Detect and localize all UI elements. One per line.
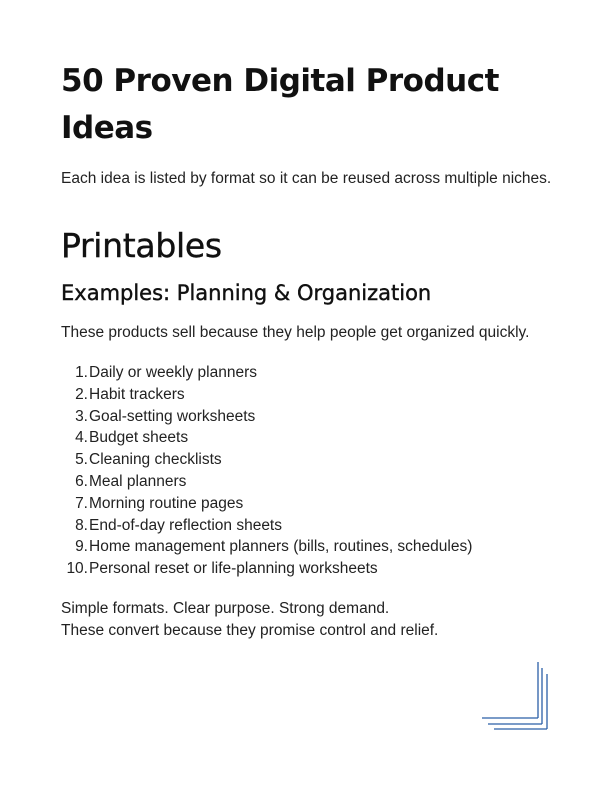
document-page bbox=[61, 58, 561, 642]
list-item bbox=[61, 406, 561, 428]
list-item-text: Morning routine pages bbox=[89, 494, 244, 512]
list-item-number: 3. bbox=[75, 407, 88, 425]
list-item bbox=[61, 515, 561, 537]
closing-line: Simple formats. Clear purpose. Strong demand. bbox=[61, 599, 390, 617]
list-item-number: 1. bbox=[75, 364, 88, 381]
section-subheading: Examples: Planning & Organization bbox=[61, 281, 432, 305]
list-item-text: Budget sheets bbox=[89, 429, 189, 447]
list-item-number: 8. bbox=[75, 516, 88, 534]
closing-line: These convert because they promise control and relief. bbox=[61, 621, 439, 639]
list-item-text: Daily or weekly planners bbox=[89, 364, 257, 381]
intro-paragraph: Each idea is listed by format so it can be reused across multiple niches. bbox=[61, 170, 552, 187]
list-item bbox=[61, 384, 561, 406]
list-item-number: 9. bbox=[75, 538, 88, 556]
list-item-text: Home management planners (bills, routines, schedules) bbox=[89, 538, 473, 556]
list-item-text: Personal reset or life-planning worksheets bbox=[89, 560, 378, 578]
list-item bbox=[61, 558, 561, 580]
section-description: These products sell because they help people get organized quickly. bbox=[61, 324, 530, 341]
list-item-text: Goal-setting worksheets bbox=[89, 407, 256, 425]
list-item-text: End-of-day reflection sheets bbox=[89, 516, 282, 534]
list-item bbox=[61, 471, 561, 493]
list-item-number: 2. bbox=[75, 385, 88, 403]
document-title: 50 Proven Digital Product Ideas bbox=[61, 63, 499, 146]
list-item bbox=[61, 536, 561, 558]
list-item-number: 10. bbox=[66, 560, 88, 578]
list-item bbox=[61, 427, 561, 449]
list-item bbox=[61, 493, 561, 515]
list-item-number: 5. bbox=[75, 451, 88, 469]
corner-lines-icon bbox=[480, 660, 555, 735]
list-item bbox=[61, 362, 561, 384]
list-item-number: 7. bbox=[75, 494, 88, 512]
list-item-number: 4. bbox=[75, 429, 88, 447]
list-item-text: Habit trackers bbox=[89, 385, 185, 403]
list-item bbox=[61, 449, 561, 471]
ideas-list bbox=[61, 362, 561, 580]
closing-text bbox=[61, 598, 561, 642]
list-item-text: Meal planners bbox=[89, 472, 187, 490]
section-heading: Printables bbox=[61, 226, 222, 265]
list-item-text: Cleaning checklists bbox=[89, 451, 222, 469]
list-item-number: 6. bbox=[75, 472, 88, 490]
